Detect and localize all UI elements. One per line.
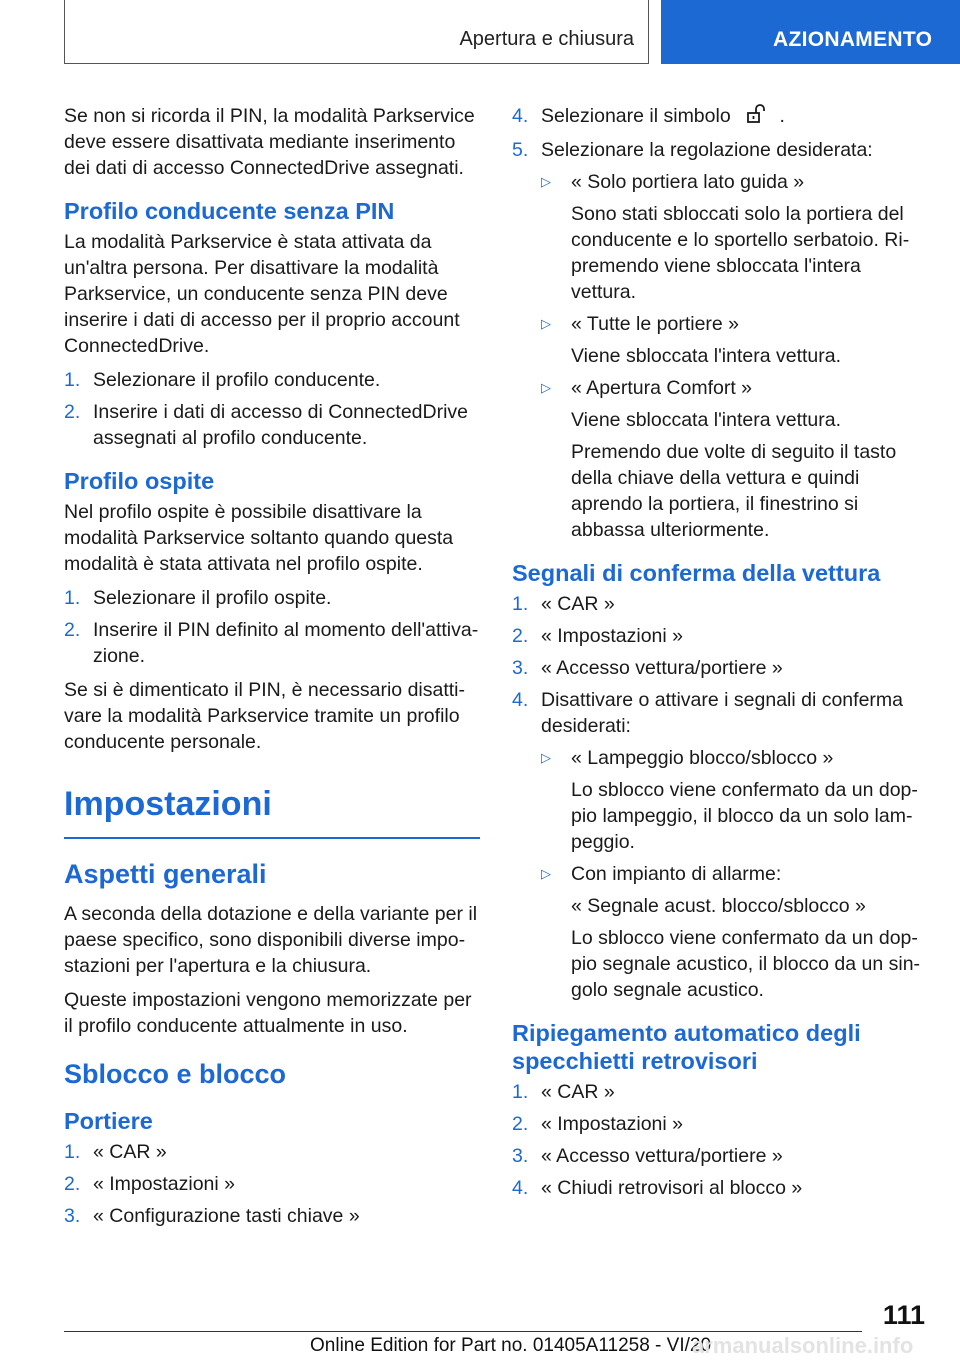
step-text: « Accesso vettura/portiere » — [541, 1145, 783, 1167]
heading-mirror-folding: Ripiegamento automatico degli specchietti retrovisori — [512, 1020, 861, 1074]
option-label: « Lampeggio blocco/sblocco » — [571, 747, 834, 769]
step-text: « CAR » — [93, 1141, 167, 1163]
step-number: 3. — [512, 1145, 529, 1167]
chapter-tab[interactable]: AZIONAMENTO — [661, 0, 960, 64]
step-number: 1. — [64, 369, 81, 391]
step-text: Selezionare il profilo conducente. — [93, 369, 381, 391]
step-number: 3. — [64, 1205, 81, 1227]
left-column — [64, 103, 480, 1237]
list-item — [512, 1111, 928, 1137]
step-number: 1. — [64, 587, 81, 609]
confirmation-steps — [512, 591, 928, 739]
step-number: 2. — [512, 625, 529, 647]
step-text: « Impostazioni » — [541, 1113, 683, 1135]
triangle-bullet-icon: ▷ — [541, 174, 551, 189]
guest-profile-text: Nel profilo ospite è possibile disattivare la modalità Parkservice soltanto quando questa modalità è stata attivata nel profilo ospite. — [64, 501, 454, 575]
step-number: 2. — [64, 1173, 81, 1195]
mirror-folding-steps — [512, 1079, 928, 1201]
step-text: « CAR » — [541, 1081, 615, 1103]
intro-paragraph: Se non si ricorda il PIN, la modalità Parkservice deve essere disattivata mediante inserimento dei dati di accesso ConnectedDrive assegnati. — [64, 105, 475, 179]
step-text: « Accesso vettura/portiere » — [541, 657, 783, 679]
step-text: « Chiudi retrovisori al blocco » — [541, 1177, 803, 1199]
step-text: « Impostazioni » — [541, 625, 683, 647]
step-number: 5. — [512, 139, 529, 161]
option-description: Premendo due volte di seguito il tasto della chiave della vettura e quindi aprendo la portiera, il finestrino si abbassa ulteriormente. — [571, 441, 897, 541]
option-description: Viene sbloccata l'intera vettura. — [571, 409, 842, 431]
heading-driver-profile-no-pin: Profilo conducente senza PIN — [64, 198, 395, 224]
option-label: « Apertura Comfort » — [571, 377, 753, 399]
list-item — [512, 623, 928, 649]
unlock-icon — [746, 104, 768, 131]
step-number: 1. — [512, 1081, 529, 1103]
option-item — [512, 169, 928, 195]
triangle-bullet-icon: ▷ — [541, 380, 551, 395]
step-text: Disattivare o attivare i segnali di conferma desiderati: — [541, 689, 903, 737]
doors-steps — [64, 1139, 480, 1229]
driver-profile-steps — [64, 367, 480, 451]
step-number: 4. — [512, 1177, 529, 1199]
footer-divider — [64, 1331, 862, 1332]
step-text: « CAR » — [541, 593, 615, 615]
heading-unlock-lock: Sblocco e blocco — [64, 1059, 287, 1089]
step-number: 1. — [512, 593, 529, 615]
option-item — [512, 375, 928, 401]
option-label: « Solo portiera lato guida » — [571, 171, 805, 193]
triangle-bullet-icon: ▷ — [541, 750, 551, 765]
option-description: Sono stati sbloccati solo la portiera del conducente e lo sportello serbatoio. Ripremendo viene sbloccata l'intera vettura. — [571, 203, 910, 303]
list-item — [64, 617, 480, 669]
general-aspects-text-2: Queste impostazioni vengono memorizzate per il profilo conducente attualmente in uso. — [64, 989, 472, 1037]
footer-watermark: armanualsonline.info — [692, 1333, 914, 1358]
step-number: 3. — [512, 657, 529, 679]
option-item — [512, 861, 928, 887]
list-item — [512, 137, 928, 163]
step-number: 2. — [64, 619, 81, 641]
step-text-after-icon: . — [779, 105, 785, 127]
option-sub-label: « Segnale acust. blocco/sblocco » — [571, 895, 866, 917]
step-number: 1. — [64, 1141, 81, 1163]
list-item — [512, 1079, 928, 1105]
list-item — [512, 591, 928, 617]
list-item — [512, 687, 928, 739]
option-description: Lo sblocco viene confermato da un doppio lampeggio, il blocco da un solo lampeggio. — [571, 779, 918, 853]
list-item — [512, 1175, 928, 1201]
option-item — [512, 311, 928, 337]
heading-doors: Portiere — [64, 1108, 153, 1134]
heading-settings: Impostazioni — [64, 781, 480, 839]
step-number: 2. — [512, 1113, 529, 1135]
option-description: Lo sblocco viene confermato da un doppio segnale acustico, il blocco da un singolo segnale acustico. — [571, 927, 921, 1001]
driver-profile-text: La modalità Parkservice è stata attivata da un'altra persona. Per disattivare la modalità Parkservice, un conducente senza PIN deve inserire i dati di accesso per il proprio account ConnectedDrive. — [64, 231, 460, 357]
list-item — [512, 655, 928, 681]
step-text: « Impostazioni » — [93, 1173, 235, 1195]
triangle-bullet-icon: ▷ — [541, 866, 551, 881]
list-item — [64, 1203, 480, 1229]
header-section-box — [64, 0, 649, 64]
step-text — [541, 103, 928, 131]
step-text: Inserire i dati di accesso di ConnectedDrive assegnati al profilo conducente. — [93, 401, 469, 449]
step-number: 2. — [64, 401, 81, 423]
step-number: 4. — [512, 689, 529, 711]
list-item — [64, 399, 480, 451]
list-item — [512, 1143, 928, 1169]
step-number: 4. — [512, 105, 529, 127]
option-description: Viene sbloccata l'intera vettura. — [571, 345, 842, 367]
footer-edition: Online Edition for Part no. 01405A11258 - VI/20 — [310, 1335, 712, 1356]
heading-guest-profile: Profilo ospite — [64, 468, 215, 494]
general-aspects-text-1: A seconda della dotazione e della variante per il paese specifico, sono disponibili diverse impostazioni per l'apertura e la chiusura. — [64, 903, 478, 977]
heading-general-aspects: Aspetti generali — [64, 859, 267, 889]
guest-profile-steps — [64, 585, 480, 669]
list-item — [64, 1139, 480, 1165]
option-item — [512, 745, 928, 771]
step-text-before-icon: Selezionare il simbolo — [541, 105, 731, 127]
option-label: « Tutte le portiere » — [571, 313, 740, 335]
right-column — [512, 103, 928, 1209]
list-item — [64, 1171, 480, 1197]
list-item — [64, 585, 480, 611]
step-text: Inserire il PIN definito al momento dell'attivazione. — [93, 619, 479, 667]
heading-confirmation-signals: Segnali di conferma della vettura — [512, 560, 881, 586]
option-label: Con impianto di allarme: — [571, 863, 782, 885]
list-item — [512, 103, 928, 131]
step-text: Selezionare il profilo ospite. — [93, 587, 332, 609]
triangle-bullet-icon: ▷ — [541, 316, 551, 331]
step-text: « Configurazione tasti chiave » — [93, 1205, 360, 1227]
guest-profile-note: Se si è dimenticato il PIN, è necessario disattivare la modalità Parkservice tramite un profilo conducente personale. — [64, 679, 466, 753]
step-text: Selezionare la regolazione desiderata: — [541, 139, 873, 161]
list-item — [64, 367, 480, 393]
page-number: 111 — [882, 1300, 925, 1330]
section-title: Apertura e chiusura — [459, 28, 634, 50]
